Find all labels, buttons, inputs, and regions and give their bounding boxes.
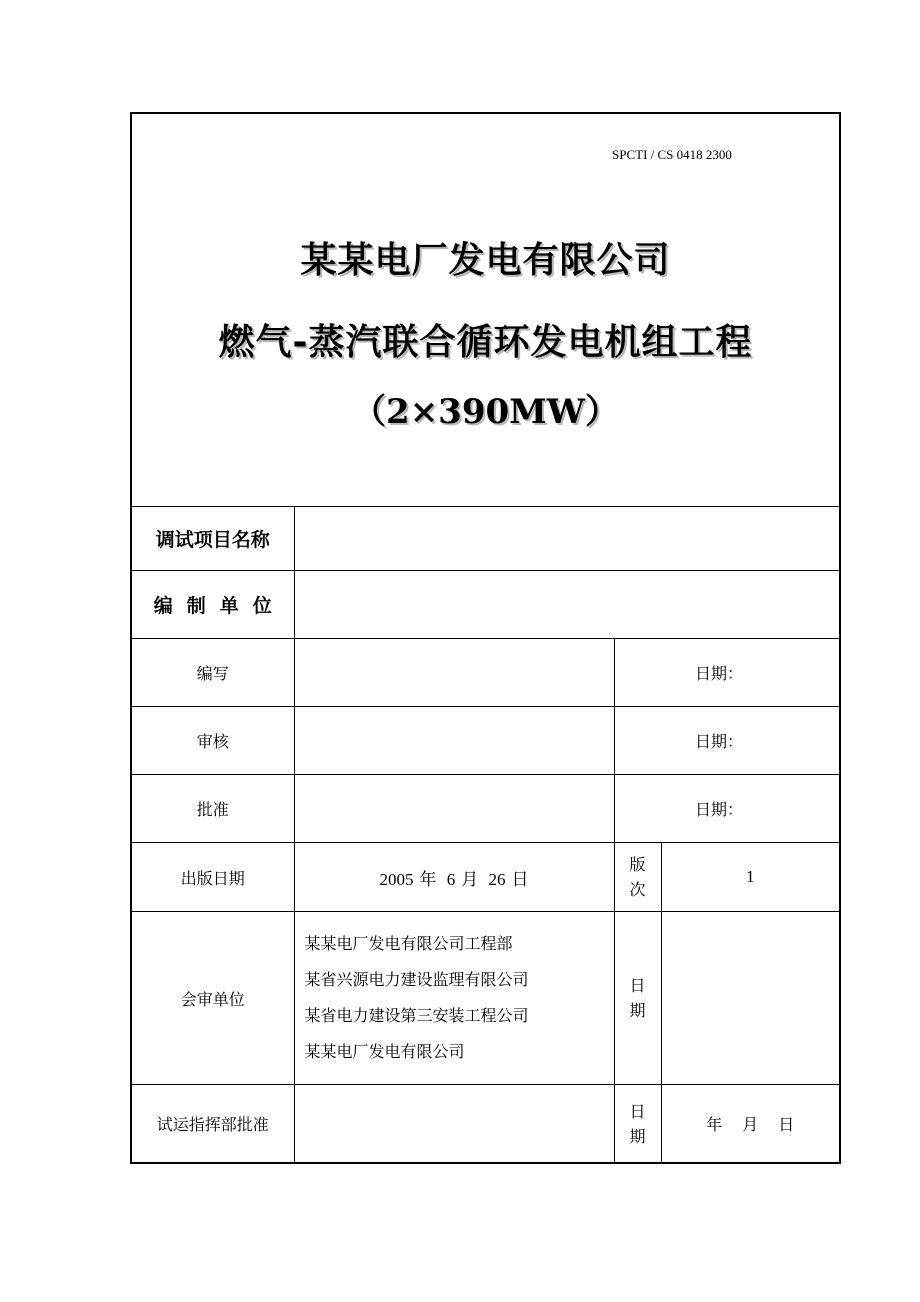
date-label-char: 日 xyxy=(629,976,646,995)
review-date[interactable]: 日期： xyxy=(614,707,839,775)
version-label-char: 次 xyxy=(629,880,646,899)
trial-date-field[interactable] xyxy=(661,1085,839,1163)
table-row xyxy=(132,912,839,1085)
month-unit: 月 xyxy=(461,869,479,889)
capacity-title: （2×390MW） xyxy=(352,392,619,432)
approval-table xyxy=(132,506,839,1163)
joint-review-date-field[interactable] xyxy=(661,912,839,1085)
publish-date-value xyxy=(294,843,614,912)
compiler-unit-label: 编制单位 xyxy=(132,571,294,639)
company-title: 某某电厂发电有限公司 xyxy=(300,240,671,281)
cover-header xyxy=(132,114,839,506)
write-field[interactable] xyxy=(294,639,614,707)
approve-field[interactable] xyxy=(294,775,614,843)
project-name-label: 调试项目名称 xyxy=(132,507,294,571)
joint-review-units xyxy=(294,912,614,1085)
date-label-char: 日 xyxy=(629,1101,646,1121)
publish-month: 6 xyxy=(446,869,456,889)
project-name-field[interactable] xyxy=(294,507,839,571)
project-title: 燃气-蒸汽联合循环发电机组工程 xyxy=(218,322,753,363)
table-row xyxy=(132,639,839,707)
trial-approval-label: 试运指挥部批准 xyxy=(132,1085,294,1163)
review-unit: 某某电厂发电有限公司工程部 xyxy=(304,934,513,953)
approve-label: 批准 xyxy=(132,775,294,843)
write-date[interactable]: 日期： xyxy=(614,639,839,707)
publish-year: 2005 xyxy=(379,869,414,889)
publish-date-label: 出版日期 xyxy=(132,843,294,912)
table-row xyxy=(132,843,839,912)
write-label: 编写 xyxy=(132,639,294,707)
joint-review-date-label xyxy=(614,912,661,1085)
trial-approval-field[interactable] xyxy=(294,1085,614,1163)
day-unit: 日 xyxy=(778,1115,795,1135)
review-unit: 某某电厂发电有限公司 xyxy=(304,1042,465,1061)
version-label-char: 版 xyxy=(629,855,646,874)
year-unit: 年 xyxy=(706,1115,723,1135)
year-unit: 年 xyxy=(419,869,437,889)
version-value: 1 xyxy=(661,843,839,912)
table-row xyxy=(132,1085,839,1163)
date-label-char: 期 xyxy=(629,1001,646,1020)
compiler-unit-field[interactable] xyxy=(294,571,839,639)
document-code: SPCTI / CS 0418 2300 xyxy=(612,147,732,162)
table-row xyxy=(132,507,839,571)
joint-review-label: 会审单位 xyxy=(132,912,294,1085)
table-row xyxy=(132,707,839,775)
day-unit: 日 xyxy=(511,869,529,889)
version-label xyxy=(614,843,661,912)
month-unit: 月 xyxy=(742,1115,759,1135)
date-label-char: 期 xyxy=(629,1126,646,1146)
review-label: 审核 xyxy=(132,707,294,775)
form-frame xyxy=(130,112,841,1164)
table-row xyxy=(132,571,839,639)
trial-date-label xyxy=(614,1085,661,1163)
review-unit: 某省电力建设第三安装工程公司 xyxy=(304,1006,529,1025)
review-field[interactable] xyxy=(294,707,614,775)
publish-day: 26 xyxy=(488,869,506,889)
review-unit: 某省兴源电力建设监理有限公司 xyxy=(304,970,529,989)
approve-date[interactable]: 日期： xyxy=(614,775,839,843)
table-row xyxy=(132,775,839,843)
